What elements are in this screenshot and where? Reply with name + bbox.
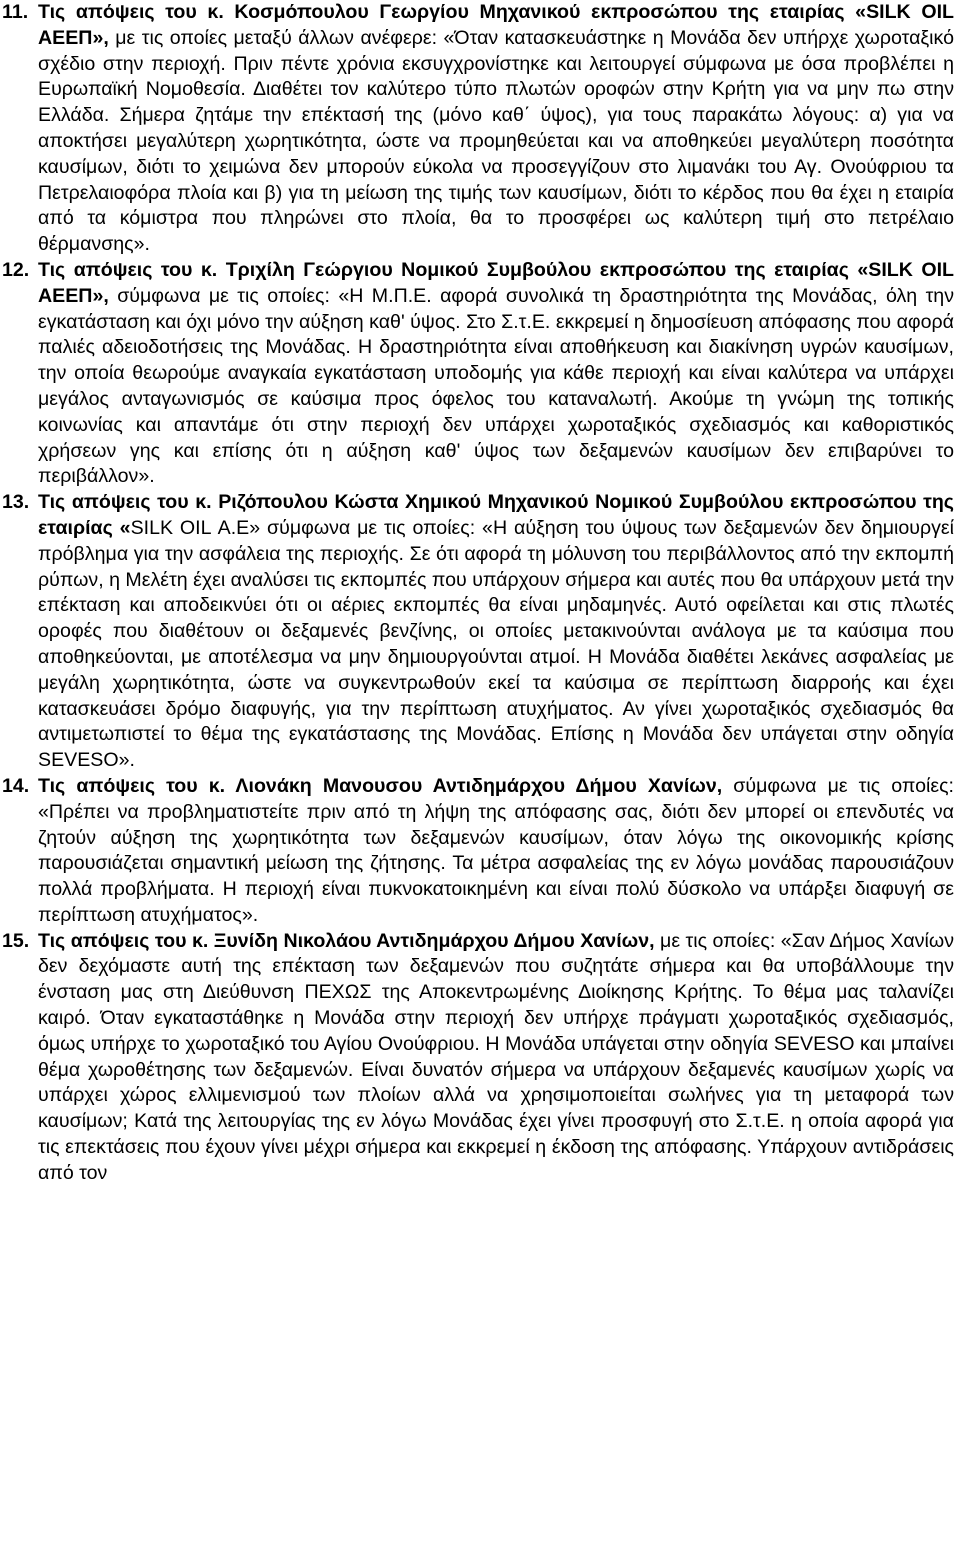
item-body: SILK OIL Α.Ε» σύμφωνα με τις οποίες: «Η αύξηση του ύψους των δεξαμενών δεν δημιουργεί πρόβλημα για την ασφάλεια της περιοχής. Σε ότι αφορά τη μόλυνση του περιβάλλοντος από την εκπομπή ρύπων, η Μελέτη έχει αναλύσει τις εκπομπές που υπάρχουν σήμερα και αυτές που θα υπάρχουν μετά την επέκταση και αποδεικνύει ότι οι αέριες εκπομπές θα είναι μηδαμηνές. Αυτό οφείλεται και στις πλωτές οροφές που διαθέτουν οι δεξαμενές βενζίνης, οι οποίες μετακινούνται ανάλογα με τα καύσιμα που αποθηκεύονται, με αποτέλεσμα να μην δημιουργούνται ατμοί. Η Μονάδα διαθέτει λεκάνες ασφαλείας με μεγάλη χωρητικότητα, ώστε να συγκεντρωθούν εκεί τα καύσιμα σε περίπτωση διαρροής και έχει κατασκευάσει δρόμο διαφυγής, για την περίπτωση ατυχήματος. Αν γίνει χωροταξικός σχεδιασμός θα αντιμετωπιστεί το θέμα της εγκατάστασης της Μονάδας. Επίσης η Μονάδα δεν υπάγεται στην οδηγία SEVESO». xyxy=(38,516,954,772)
list-item xyxy=(2,774,954,929)
item-number: 12. xyxy=(2,258,30,281)
item-number: 13. xyxy=(2,491,30,514)
item-heading: Τις απόψεις του κ. Ριζόπουλου Κώστα Χημικού Μηχανικού Νομικού Συμβούλου εκπροσώπου της εταιρίας « xyxy=(38,491,954,539)
item-body: με τις οποίες μεταξύ άλλων ανέφερε: «Όταν κατασκευάστηκε η Μονάδα δεν υπήρχε χωροταξικό σχέδιο στην περιοχή. Πριν πέντε χρόνια εκσυγχρονίστηκε και λειτουργεί σύμφωνα με όσα προβλέπει η Ευρωπαϊκή Νομοθεσία. Διαθέτει τον καλύτερο τύπο πλωτών οροφών στην Κρήτη για να μην πω στην Ελλάδα. Σήμερα ζητάμε την επέκτασή της (μόνο καθ΄ ύψος), για τους παρακάτω λόγους: α) για να αποκτήσει μεγαλύτερη χωρητικότητα, ώστε να προμηθεύεται και να αποθηκεύει μεγαλύτερη ποσότητα καυσίμων, διότι το χειμώνα δεν μπορούν εύκολα να προσεγγίζουν στο λιμανάκι του Αγ. Ονούφριου τα Πετρελαιοφόρα πλοία και β) για τη μείωση της τιμής των καυσίμων, διότι το κέρδος που θα έχει η εταιρία από τα κόμιστρα που πληρώνει στο πλοία, θα το προσφέρει ως καλύτερη τιμή στο πετρέλαιο θέρμανσης». xyxy=(38,26,954,256)
list-item xyxy=(2,0,954,258)
item-number: 14. xyxy=(2,774,30,797)
item-heading: Τις απόψεις του κ. Ξυνίδη Νικολάου Αντιδημάρχου Δήμου Χανίων, xyxy=(38,929,655,952)
item-body: σύμφωνα με τις οποίες: «Η Μ.Π.Ε. αφορά συνολικά τη δραστηριότητα της Μονάδας, όλη την εγκατάσταση και όχι μόνο την αύξηση καθ' ύψος. Στο Σ.τ.Ε. εκκρεμεί η δημοσίευση απόφασης που αφορά παλιές αδειοδοτήσεις της Μονάδας. Η δραστηριότητα είναι αποθήκευση και διακίνηση υγρών καυσίμων, την οποία θεωρούμε αναγκαία εγκατάσταση υποδομής για κάθε περιοχή και είναι καλύτερα να υπάρχει μεγάλος ανταγωνισμός σε καύσιμα προς όφελος του καταναλωτή. Ακούμε τη γνώμη της τοπικής κοινωνίας και απαντάμε ότι στην περιοχή δεν υπάρχει χωροταξικός σχεδιασμός και καθοριστικός χρήσεων γης και επίσης ότι η αύξηση καθ' ύψος των δεξαμενών καυσίμων δεν επιβαρύνει το περιβάλλον». xyxy=(38,284,955,488)
list-item xyxy=(2,258,954,490)
list-item xyxy=(2,929,954,1187)
item-body: σύμφωνα με τις οποίες: «Πρέπει να προβληματιστείτε πριν από τη λήψη της απόφασης σας, διότι δεν μπορεί οι επενδυτές να ζητούν αύξηση της χωρητικότητα των δεξαμενών καυσίμων, όταν λόγω της οικονομικής κρίσης παρουσιάζεται σημαντική μείωση της ζήτησης. Τα μέτρα ασφαλείας της εν λόγω μονάδας παρουσιάζουν πολλά προβλήματα. Η περιοχή είναι πυκνοκατοικημένη και είναι πολύ δύσκολο να υπάρξει διαφυγή σε περίπτωση ατυχήματος». xyxy=(38,774,954,926)
item-heading: Τις απόψεις του κ. Τριχίλη Γεώργιου Νομικού Συμβούλου εκπροσώπου της εταιρίας «SILK OIL ΑΕΕΠ», xyxy=(38,258,954,307)
item-heading: Τις απόψεις του κ. Κοσμόπουλου Γεωργίου Μηχανικού εκπροσώπου της εταιρίας «SILK OIL ΑΕΕΠ», xyxy=(38,1,954,49)
item-number: 11. xyxy=(2,1,29,23)
item-body: με τις οποίες: «Σαν Δήμος Χανίων δεν δεχόμαστε αυτή της επέκταση των δεξαμενών που συζητάτε σήμερα και θα υποβάλλουμε την ένσταση μας στη Διεύθυνση ΠΕΧΩΣ της Αποκεντρωμένης Διοίκησης Κρήτης. Το θέμα μας ταλανίζει καιρό. Όταν εγκαταστάθηκε η Μονάδα στην περιοχή δεν υπήρχε πράγματι χωροταξικός σχεδιασμός, όμως υπήρχε το χωροταξικό του Αγίου Ονούφριου. Η Μονάδα υπάγεται στην οδηγία SEVESO και μπαίνει θέμα χωροθέτησης των δεξαμενών. Είναι δυνατόν σήμερα να υπάρχουν δεξαμενές καυσίμων χωρίς να υπάρχει χώρος ελλιμενισμού των πλοίων αλλά να χρησιμοποιείται σωλήνες για τη μεταφορά των καυσίμων; Κατά της λειτουργίας της εν λόγω Μονάδας έχει γίνει προσφυγή στο Σ.τ.Ε. η οποία αφορά για τις επεκτάσεις που έχουν γίνει μέχρι σήμερα και εκκρεμεί η έκδοση της απόφασης. Υπάρχουν αντιδράσεις από τον xyxy=(38,929,954,1184)
item-heading: Τις απόψεις του κ. Λιονάκη Μανουσου Αντιδημάρχου Δήμου Χανίων, xyxy=(38,774,723,797)
item-number: 15. xyxy=(2,929,30,952)
list-item xyxy=(2,490,954,774)
